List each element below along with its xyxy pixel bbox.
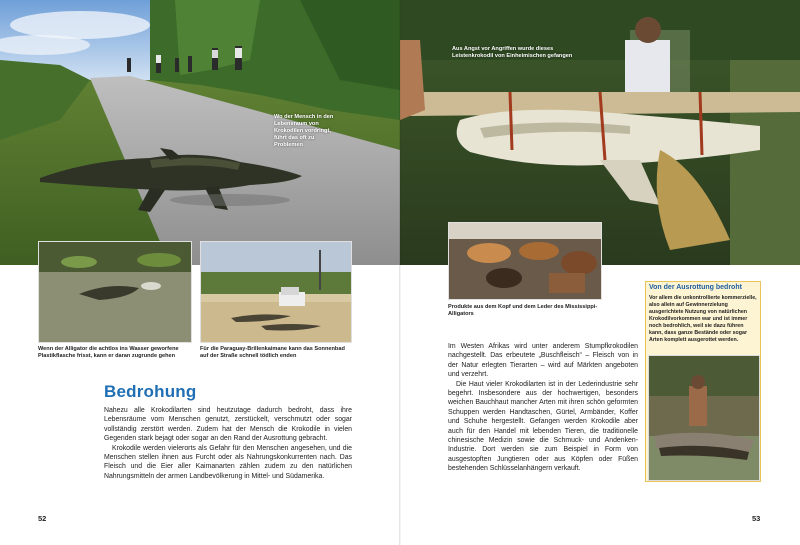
left-body-text bbox=[104, 406, 352, 481]
inset2-caption: Für die Paraguay-Brillenkaimane kann das Sonnenbad auf der Straße schnell tödlich enden bbox=[200, 346, 345, 360]
book-gutter bbox=[399, 0, 401, 545]
right-hero-caption: Aus Angst vor Angriffen wurde dieses Leistenkrokodil von Einheimischen gefangen bbox=[452, 46, 573, 59]
alligator-products-illustration bbox=[449, 223, 601, 299]
boat-crocodile-photo bbox=[648, 355, 760, 481]
hero-photo-caption: Wo der Mensch in den Lebensraum von Krokodilen vordringt, führt das oft zu Problemen bbox=[274, 114, 334, 148]
caiman-road-illustration bbox=[201, 242, 351, 342]
products-caption: Produkte aus dem Kopf und dem Leder des Mississippi-Alligators bbox=[448, 304, 598, 318]
page-number-right: 53 bbox=[752, 514, 761, 523]
page-number-left: 52 bbox=[38, 514, 47, 523]
right-paragraph-2: Die Haut vieler Krokodilarten ist in der Lederindustrie sehr begehrt. Insbesondere aus der hochwertigen, besonders weichen Bauchhaut mancher Arten mit ihren schön geformten Schuppen werden Handtaschen, Gürtel, Armbänder, Koffer und Schuhe hergestellt. Gefangen werden Krokodile aber auch für den Handel mit lebenden Tieren, die traditionelle chinesische Medizin sowie die Schmuck- und Andenken-Industrie. Dort werden sie zum Beispiel in Form von ausgestopften Jungtieren oder aus Köpfen oder Füßen bestehenden Schlüsselanhängern verkauft. bbox=[448, 380, 638, 473]
caiman-road-photo bbox=[200, 241, 352, 343]
section-heading: Bedrohung bbox=[104, 382, 197, 401]
alligator-road-photo bbox=[0, 0, 400, 265]
left-paragraph-2: Krokodile werden vielerorts als Gefahr für den Menschen angesehen, und die Menschen stellen ihnen aus Furcht oder als Nahrungskonkurrenten nach. Das Fleisch und die Eier aller Kaimanarten zählen zudem zu den natürlichen Nahrungsmitteln der armen Landbevölkerung in Mittel- und Südamerika. bbox=[104, 444, 352, 480]
sidebar-title: Von der Ausrottung bedroht bbox=[649, 284, 742, 291]
alligator-water-photo bbox=[38, 241, 192, 343]
inset1-caption: Wenn der Alligator die achtlos ins Wasser geworfene Plastikflasche frisst, kann er daran zugrunde gehen bbox=[38, 346, 179, 360]
threat-sidebar-box bbox=[645, 281, 761, 482]
right-body-text bbox=[448, 342, 638, 474]
alligator-water-illustration bbox=[39, 242, 191, 342]
alligator-products-photo bbox=[448, 222, 602, 300]
sidebar-text: Vor allem die unkontrollierte kommerzielle, also allein auf Gewinnerzielung ausgerichtete Nutzung von natürlichen Krokodilvorkommen war und ist immer noch bedrohlich, weil sie dazu führen kann, dass ganze Bestände oder sogar Arten komplett ausgerottet werden. bbox=[649, 295, 757, 343]
right-paragraph-1: Im Westen Afrikas wird unter anderem Stumpfkrokodilen nachgestellt. Das erbeutete „Buschfleisch“ – Fleisch von in der Natur erlegten Tierarten – wird auf Märkten angeboten und verzehrt. bbox=[448, 343, 638, 379]
boat-crocodile-illustration bbox=[649, 356, 759, 480]
left-paragraph-1: Nahezu alle Krokodilarten sind heutzutage dadurch bedroht, dass ihre Lebensräume vom Menschen genutzt, zerstückelt, verschmutzt oder sogar vollständig zerstört werden. Zudem hat der Mensch die Krokodile in vielen Gegenden stark bejagt oder sogar an den Rand der Ausrottung gebracht. bbox=[104, 407, 352, 443]
